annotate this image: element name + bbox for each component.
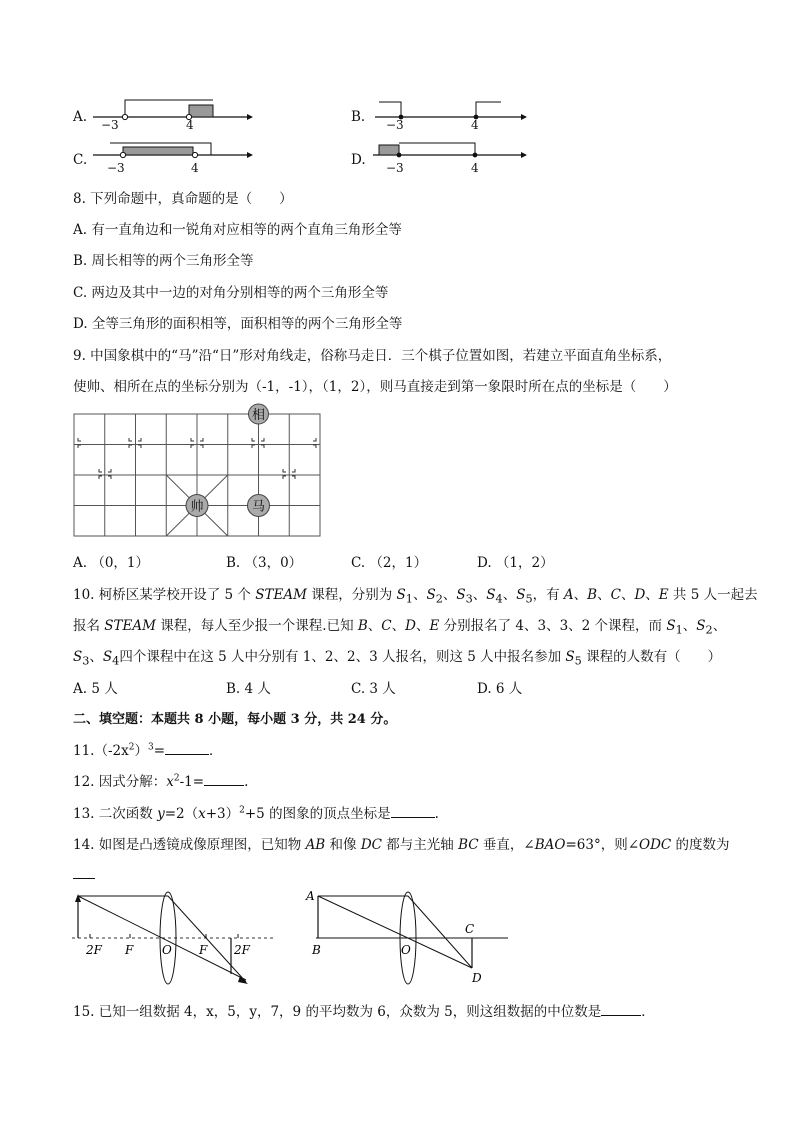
answer-blank[interactable] <box>165 754 209 755</box>
tick-label-neg3: −3 <box>386 118 404 132</box>
q7-option-b <box>351 95 531 135</box>
tick-label-4: 4 <box>471 161 479 175</box>
label-2f-right: 2F <box>234 943 250 957</box>
piece-xiang-label: 相 <box>251 408 266 423</box>
answer-blank[interactable] <box>391 817 435 818</box>
label-o: O <box>162 943 172 957</box>
q8-option-d: D. 全等三角形的面积相等，面积相等的两个三角形全等 <box>73 316 403 332</box>
label-a: A <box>306 889 315 903</box>
section-2-title: 二、填空题：本题共 8 小题，每小题 3 分，共 24 分。 <box>73 712 397 727</box>
option-letter: D. <box>351 152 366 168</box>
option-letter: C. <box>73 152 88 168</box>
label-d: D <box>472 971 482 985</box>
label-b: B <box>312 943 321 957</box>
lens-figure-1 <box>68 888 298 988</box>
tick-label-4: 4 <box>471 118 479 132</box>
chess-board-figure <box>72 402 332 542</box>
answer-blank[interactable] <box>601 1015 641 1016</box>
answer-blank[interactable] <box>204 785 244 786</box>
tick-label-neg3: −3 <box>107 161 125 175</box>
q9-option-b: B. （3，0） <box>226 555 303 571</box>
q8-option-c: C. 两边及其中一边的对角分别相等的两个三角形全等 <box>73 285 389 301</box>
label-o: O <box>401 943 411 957</box>
q13: 13. 二次函数 $y=2(x+3)^2+5$ 的图象的顶点坐标是 . <box>73 805 439 822</box>
q8-stem: 8. 下列命题中，真命题的是（ ） <box>73 191 293 207</box>
tick-label-4: 4 <box>191 161 199 175</box>
q15: 15. 已知一组数据 4，x，5，y，7，9 的平均数为 6，众数为 5，则这组数据的中位数是 ． <box>73 1004 655 1020</box>
tick-label-neg3: −3 <box>101 118 119 132</box>
q10-option-d: D. 6 人 <box>477 681 523 697</box>
q9-option-d: D. （1，2） <box>477 555 554 571</box>
q11: $11.(-2x^2)^3=$ ． <box>73 742 223 759</box>
q7-option-d <box>351 138 531 178</box>
label-2f-left: 2F <box>86 943 102 957</box>
q9-stem-line2: 使帅、相所在点的坐标分别为（-1，-1），（1，2），则马直接走到第一象限时所在点的坐标是（ ） <box>73 379 677 395</box>
tick-label-neg3: −3 <box>386 161 404 175</box>
q10-line3: $S_3$、$S_4$四个课程中在这 5 人中分别有 1、2、2、3 人报名，则这 5 人中报名参加 $S_5$ 课程的人数有（ ） <box>73 649 722 668</box>
q10-option-a: A. 5 人 <box>73 681 118 697</box>
q8-option-a: A. 有一直角边和一锐角对应相等的两个直角三角形全等 <box>73 222 402 238</box>
q14-stem: 14. 如图是凸透镜成像原理图，已知物 AB 和像 DC 都与主光轴 BC 垂直，∠BAO=63°，则∠ODC 的度数为 <box>73 837 730 853</box>
piece-shuai-label: 帅 <box>190 499 204 515</box>
q9-option-a: A. （0，1） <box>73 555 150 571</box>
q7-option-a <box>73 95 253 135</box>
tick-label-4: 4 <box>186 118 194 132</box>
q12: 12. 因式分解：$x^2-1=$ . <box>73 773 249 790</box>
label-f-right: F <box>199 943 208 957</box>
q10-option-c: C. 3 人 <box>351 681 396 697</box>
q8-option-b: B. 周长相等的两个三角形全等 <box>73 253 254 269</box>
label-f-left: F <box>125 943 134 957</box>
label-c: C <box>465 922 475 936</box>
q9-option-c: C. （2，1） <box>351 555 428 571</box>
q9-stem-line1: 9. 中国象棋中的“马”沿“日”形对角线走，俗称马走日．三个棋子位置如图，若建立平面直角坐标系， <box>73 348 672 364</box>
option-letter: B. <box>351 109 366 125</box>
option-letter: A. <box>73 109 88 125</box>
q7-option-c <box>73 138 253 178</box>
q10-line1: 10. 柯桥区某学校开设了 5 个 STEAM 课程，分别为 $S_1$、$S_2$、$S_3$、$S_4$、$S_5$，有 A、B、C、D、E 共 5 人一起去 <box>73 587 758 606</box>
q10-line2: 报名 STEAM 课程，每人至少报一个课程.已知 B、C、D、E 分别报名了 4、3、3、2 个课程，而 $S_1$、$S_2$、 <box>73 618 727 637</box>
q10-option-b: B. 4 人 <box>226 681 271 697</box>
q14-answer-blank[interactable] <box>73 868 95 879</box>
lens-figure-2 <box>302 888 522 988</box>
piece-ma-label: 马 <box>251 499 266 515</box>
